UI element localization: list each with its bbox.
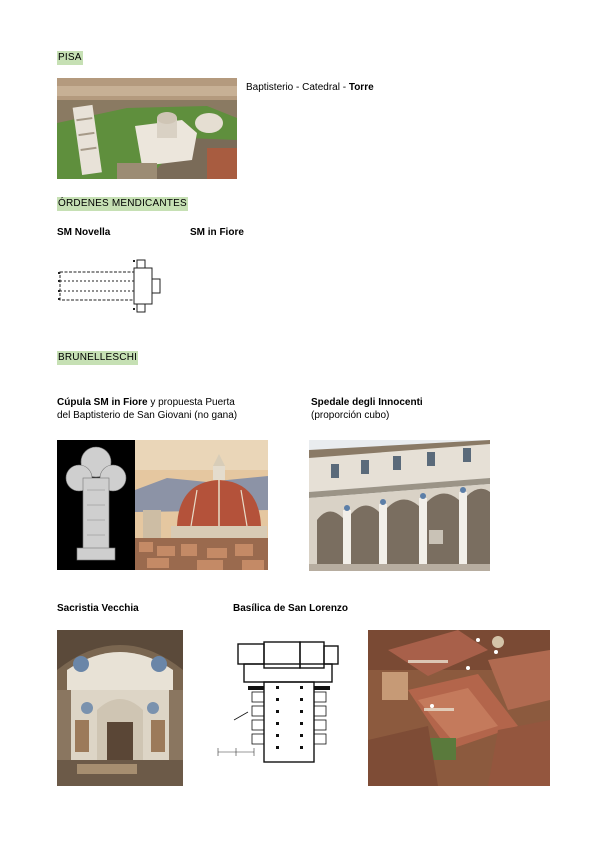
section-heading-pisa: PISA [58,52,82,63]
pisa-caption-bold: Torre [348,82,374,93]
pisa-aerial-photo [57,78,237,179]
label-sacristia-vecchia: Sacristia Vecchia [57,603,139,614]
section-heading-mendicantes: ÓRDENES MENDICANTES [58,198,187,209]
spedale-innocenti-photo [309,440,490,571]
san-lorenzo-floor-plan [214,636,350,766]
spedale-caption-title: Spedale degli Innocenti [311,397,423,408]
cupula-caption-line2: del Baptisterio de San Giovani (no gana) [57,410,238,421]
cupula-caption-rest: y propuesta Puerta [147,397,235,408]
label-sm-in-fiore: SM in Fiore [190,227,244,238]
cupula-duomo-image [57,440,268,570]
sacristia-vecchia-photo [57,630,183,786]
label-basilica-san-lorenzo: Basílica de San Lorenzo [233,603,349,614]
san-lorenzo-aerial-photo [368,630,550,786]
cupula-caption [57,396,237,422]
sm-novella-floor-plan [57,258,163,314]
cupula-caption-bold: Cúpula SM in Fiore [57,397,148,408]
spedale-caption-sub: (proporción cubo) [311,410,390,421]
spedale-caption [311,396,423,422]
pisa-caption [246,81,374,94]
pisa-caption-text: Baptisterio - Catedral - [246,82,349,93]
label-sm-novella: SM Novella [57,227,111,238]
section-heading-brunelleschi: BRUNELLESCHI [58,352,138,363]
